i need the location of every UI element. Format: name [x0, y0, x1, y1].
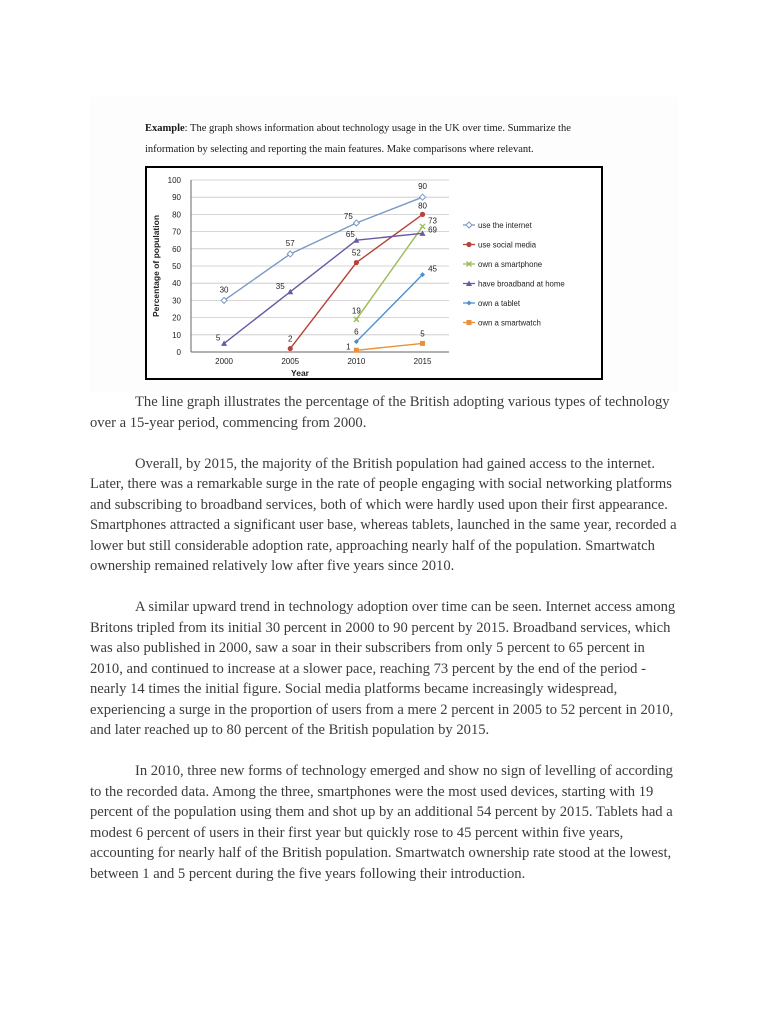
y-tick-label: 20	[172, 313, 181, 323]
legend-marker	[466, 242, 471, 247]
data-label: 73	[428, 216, 437, 226]
y-tick-label: 30	[172, 296, 181, 306]
data-label: 90	[418, 182, 427, 192]
x-tick-label: 2010	[347, 357, 366, 366]
y-tick-label: 80	[172, 210, 181, 220]
legend-marker	[467, 320, 472, 325]
data-label: 2	[288, 334, 293, 344]
data-label: 57	[285, 238, 295, 248]
legend-entry: have broadband at home	[478, 279, 565, 289]
data-label: 52	[351, 248, 361, 258]
data-point	[420, 341, 425, 346]
y-tick-label: 0	[176, 348, 181, 357]
y-tick-label: 90	[172, 193, 181, 203]
series-line-own-a-smartphone	[356, 226, 422, 319]
data-label: 75	[343, 212, 353, 221]
essay-body	[90, 392, 680, 905]
data-point	[420, 194, 426, 200]
y-axis-label: Percentage of population	[151, 214, 161, 318]
data-label: 5	[420, 329, 425, 339]
series-line-have-broadband-at-home	[224, 233, 422, 343]
y-tick-label: 60	[172, 244, 181, 254]
y-tick-label: 100	[167, 176, 181, 185]
y-tick-label: 10	[172, 330, 181, 340]
essay-paragraph-1: The line graph illustrates the percentage of the British adopting various types of technology over a 15-year period, commencing from 2000.	[90, 394, 670, 431]
legend-entry: use social media	[478, 240, 537, 250]
line-chart-frame	[145, 166, 603, 380]
series-line-own-a-tablet	[356, 275, 422, 342]
y-tick-label: 40	[172, 279, 181, 289]
task-prompt	[145, 118, 615, 160]
y-tick-label: 70	[172, 227, 181, 237]
data-point	[354, 260, 359, 265]
essay-paragraph-2: Overall, by 2015, the majority of the British population had gained access to the internet. Later, there was a remarkable surge in the rate of people engaging with social networking platforms and subscribing to broadband services, both of which were hardly used upon their first appearance. Smartphones attracted a significant user base, whereas tablets, launched in the same year, recorded a lower but still considerable adoption rate, approaching nearly half of the population. Smartwatch ownership remained relatively low after five years since 2010.	[90, 455, 677, 574]
essay-paragraph-3: A similar upward trend in technology adoption over time can be seen. Internet access among Britons tripled from its initial 30 percent in 2000 to 90 percent by 2015. Broadband services, which was also published in 2000, saw a soar in their subscribers from only 5 percent to 65 percent in 2010, and continued to increase at a slower pace, reaching 73 percent by the end of the period - nearly 14 times the initial figure. Social media platforms became increasingly widespread, experiencing a surge in the proportion of users from a mere 2 percent in 2005 to 52 percent in 2010, and later reached up to 80 percent of the British population by 2015.	[90, 599, 676, 738]
data-point	[288, 346, 293, 351]
data-point	[420, 224, 425, 229]
prompt-label: Example	[145, 123, 185, 134]
x-tick-label: 2000	[215, 357, 233, 366]
data-point	[420, 212, 425, 217]
data-point	[353, 220, 359, 226]
data-label: 30	[219, 285, 229, 295]
legend-entry: own a tablet	[478, 299, 521, 308]
data-label: 69	[428, 225, 437, 235]
data-label: 65	[345, 230, 355, 240]
data-label: 6	[354, 327, 359, 337]
x-axis-label: Year	[291, 368, 309, 378]
legend-entry: own a smartphone	[478, 260, 543, 269]
prompt-text: : The graph shows information about technology usage in the UK over time. Summarize the information by selecting and reporting the main features. Make comparisons where relevant.	[145, 123, 571, 155]
technology-usage-chart	[147, 168, 601, 378]
series-line-own-a-smartwatch	[356, 343, 422, 350]
data-label: 5	[215, 333, 221, 343]
essay-paragraph-4: In 2010, three new forms of technology emerged and show no sign of levelling of according to the recorded data. Among the three, smartphones were the most used devices, starting with 19 percent of the population using them and shot up by an additional 54 percent by 2015. Tablets had a modest 6 percent of users in their first year but quickly rose to 45 percent within five years, accounting for nearly half of the British population. Smartwatch ownership rate stood at the lowest, between 1 and 5 percent during the five years following their introduction.	[90, 763, 673, 882]
data-point	[354, 348, 359, 353]
data-label: 1	[346, 342, 351, 352]
legend-entry: use the internet	[478, 221, 532, 230]
data-label: 35	[275, 281, 285, 291]
data-label: 45	[428, 264, 437, 274]
data-label: 19	[351, 306, 361, 316]
legend-entry: own a smartwatch	[478, 318, 541, 328]
y-tick-label: 50	[172, 262, 181, 271]
legend-marker	[466, 222, 472, 228]
data-label: 80	[418, 201, 427, 211]
x-tick-label: 2005	[281, 357, 300, 366]
x-tick-label: 2015	[413, 357, 432, 366]
legend-marker	[467, 301, 472, 306]
